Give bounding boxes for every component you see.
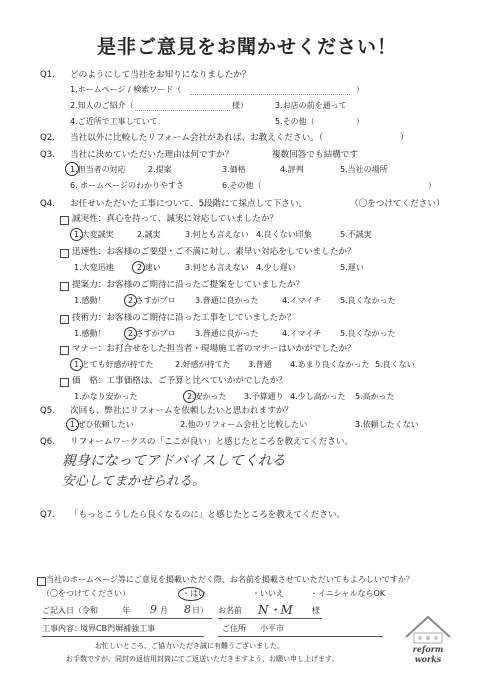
item1-opt5[interactable]: 5.不誠実: [340, 230, 372, 239]
item6-opt4[interactable]: 4.少し高かった: [290, 392, 346, 401]
page-title: 是非ご意見をお聞かせください！: [96, 36, 397, 58]
item3-opt4[interactable]: 4.イマイチ: [282, 296, 322, 305]
q5-text: 次回も、弊社にリフォームを依頼したいと思われますか？: [70, 406, 294, 416]
q1-opt1-close: ）: [356, 85, 364, 94]
item4-opt1[interactable]: 1.感動！: [74, 329, 106, 338]
consent-checkbox[interactable]: [37, 577, 46, 586]
footer-note-2: お手数ですが、同封の返信用封筒にてご返送いただきますよう、お願い申し上げます。: [66, 655, 339, 663]
consent-initials[interactable]: ・イニシャルならOK: [310, 589, 386, 598]
item4-opt3[interactable]: 3.普通に良かった: [195, 329, 259, 338]
q3-opt7-close: ）: [428, 181, 436, 190]
q1-opt2-close: 様）: [232, 101, 248, 110]
item6-opt5[interactable]: 5.高かった: [355, 392, 395, 401]
item3-label: 提案力：お客様のご期待に沿ったご提案をしていましたか？: [72, 280, 305, 290]
q3-opt5: 5.当社の場所: [340, 165, 388, 174]
q3-opt2: 2.提案: [148, 165, 172, 174]
q7-number: Q7.: [40, 510, 55, 520]
item4-opt4[interactable]: 4.イマイチ: [282, 329, 322, 338]
address-label: ご住所: [222, 624, 246, 633]
address-value: 小平市: [260, 624, 284, 633]
name-value: N・M: [258, 603, 293, 617]
q1-opt4: 4.ご近所で工事していて: [70, 117, 158, 126]
item2-opt5[interactable]: 5.遅い: [340, 263, 364, 272]
item2-label: 迅速性：お客様のご要望・ご不満に対し、素早い対応をしていましたか？: [72, 247, 356, 257]
q5-opt2[interactable]: 2.他のリフォーム会社と比較したい: [180, 420, 308, 429]
item5-label: マナー：お打合せをした担当者・現場施工者のマナーはいかがでしたか？: [72, 344, 356, 354]
name-suffix: 様: [312, 606, 320, 615]
date-label: ご記入日（令和: [42, 606, 98, 615]
q1-text: どのようにして当社をお知りになりましたか？: [70, 70, 251, 80]
q7-text: 「もっとこうしたら良くなるのに」と感じたところを教えてください。: [70, 510, 346, 520]
item3-opt1[interactable]: 1.感動！: [74, 296, 106, 305]
item4-label: 技術力：お客様のご期待に沿った工事をしていましたか？: [72, 313, 296, 323]
q1-opt5: 5.その他（: [275, 117, 315, 126]
item3-opt5[interactable]: 5.良くなかった: [340, 296, 396, 305]
q4-note: （〇をつけてください）: [350, 199, 445, 209]
item5-checkbox[interactable]: [60, 346, 69, 355]
q2-number: Q2.: [40, 133, 55, 143]
work-label: 工事内容：: [42, 624, 82, 633]
item5-opt4[interactable]: 4.あまり良くなかった: [290, 360, 370, 369]
q4-number: Q4.: [40, 199, 55, 209]
consent-yes[interactable]: ・はい: [182, 589, 206, 598]
q3-opt6: 6. ホームページのわかりやすさ: [70, 181, 185, 190]
item6-opt1[interactable]: 1.かなり安かった: [74, 392, 138, 401]
work-value: 境界CB門塀補強工事: [80, 624, 156, 633]
q6-handwriting-1: 親身になってアドバイスしてくれる: [62, 453, 286, 469]
day-label: 日）: [192, 606, 208, 615]
item2-opt1[interactable]: 1.大変迅速: [74, 263, 114, 272]
item1-checkbox[interactable]: [60, 216, 69, 225]
footer-note-1: お忙しいところ、ご協力いただき誠に有難うございました。: [95, 642, 284, 650]
item6-label: 価 格：工事価格は、ご予算と比べていかがでしたか？: [72, 376, 287, 386]
q3-opt1: 1.担当者の対応: [70, 165, 126, 174]
item2-opt3[interactable]: 3.何とも言えない: [185, 263, 249, 272]
item6-checkbox[interactable]: [60, 378, 69, 387]
q1-opt2: 2.知人のご紹介（: [70, 101, 134, 110]
item1-opt1[interactable]: 1.大変誠実: [74, 230, 114, 239]
item1-opt3[interactable]: 3.何とも言えない: [185, 230, 249, 239]
q2-close: ）: [400, 133, 409, 143]
q3-opt4: 4.評判: [280, 165, 304, 174]
q5-opt3[interactable]: 3.依頼したくない: [355, 420, 419, 429]
q5-number: Q5.: [40, 406, 55, 416]
item5-opt1[interactable]: 1.とても好感が持てた: [74, 360, 154, 369]
q1-opt1: 1.ホームページ / 検索ワード（: [70, 85, 182, 94]
item4-checkbox[interactable]: [60, 315, 69, 324]
day-value: 8: [184, 603, 191, 616]
item5-opt5[interactable]: 5.良くない: [375, 360, 415, 369]
item2-checkbox[interactable]: [60, 249, 69, 258]
q3-opt3: 3.価格: [222, 165, 246, 174]
q6-number: Q6.: [40, 437, 55, 447]
item1-opt2[interactable]: 2.誠実: [137, 230, 161, 239]
consent-text: 当社のホームページ等にご意見を掲載いただく際、お名前を掲載させていただいてもよろしいですか？: [46, 575, 414, 584]
q1-opt5-close: ）: [356, 117, 364, 126]
q6-text: リフォームワークスの「ここが良い」と感じたところを教えてください。: [70, 437, 354, 447]
item3-opt3[interactable]: 3.普通に良かった: [195, 296, 259, 305]
item3-opt2[interactable]: 2.さすがプロ: [128, 296, 176, 305]
reform-works-logo: [398, 611, 458, 664]
item2-opt4[interactable]: 4.少し遅い: [256, 263, 296, 272]
q1-number: Q1.: [40, 70, 55, 80]
item1-opt4[interactable]: 4.良くない印象: [256, 230, 312, 239]
year-label: 年: [122, 606, 130, 615]
item4-opt5[interactable]: 5.良くなかった: [340, 329, 396, 338]
q3-note: 複数回答でも結構です: [272, 150, 358, 160]
logo-text: reform works: [412, 644, 444, 664]
item1-label: 誠実性：真心を持って、誠実に対応していましたか？: [72, 214, 279, 224]
q3-opt7: 6.その他（: [222, 181, 262, 190]
item4-opt2[interactable]: 2.さすがプロ: [128, 329, 176, 338]
q6-handwriting-2: 安心してまかせられる。: [62, 474, 206, 489]
item6-opt2[interactable]: 2.安かった: [187, 392, 227, 401]
q3-number: Q3.: [40, 150, 55, 160]
item5-opt2[interactable]: 2.好感が持てた: [175, 360, 231, 369]
consent-no[interactable]: ・いいえ: [252, 589, 284, 598]
name-label: お名前: [218, 606, 242, 615]
item5-opt3[interactable]: 3.普通: [248, 360, 272, 369]
consent-mark-note: （〇をつけてください）: [42, 589, 130, 598]
q3-text: 当社に決めていただいた理由は何ですか？: [70, 150, 234, 160]
item2-opt2[interactable]: 2.速い: [137, 263, 161, 272]
month-label: 月: [160, 606, 168, 615]
q2-text: 当社以外に比較したリフォーム会社があれば、お教えください。（: [70, 133, 324, 143]
item3-checkbox[interactable]: [60, 282, 69, 291]
month-value: 9: [150, 603, 157, 616]
q4-text: お任せいただいた工事について、5段階にて採点して下さい。: [70, 199, 308, 209]
item6-opt3[interactable]: 3.予算通り: [244, 392, 284, 401]
q1-opt3: 3.お店の前を通って: [275, 101, 347, 110]
q5-opt1[interactable]: 1.ぜひ依頼したい: [70, 420, 134, 429]
